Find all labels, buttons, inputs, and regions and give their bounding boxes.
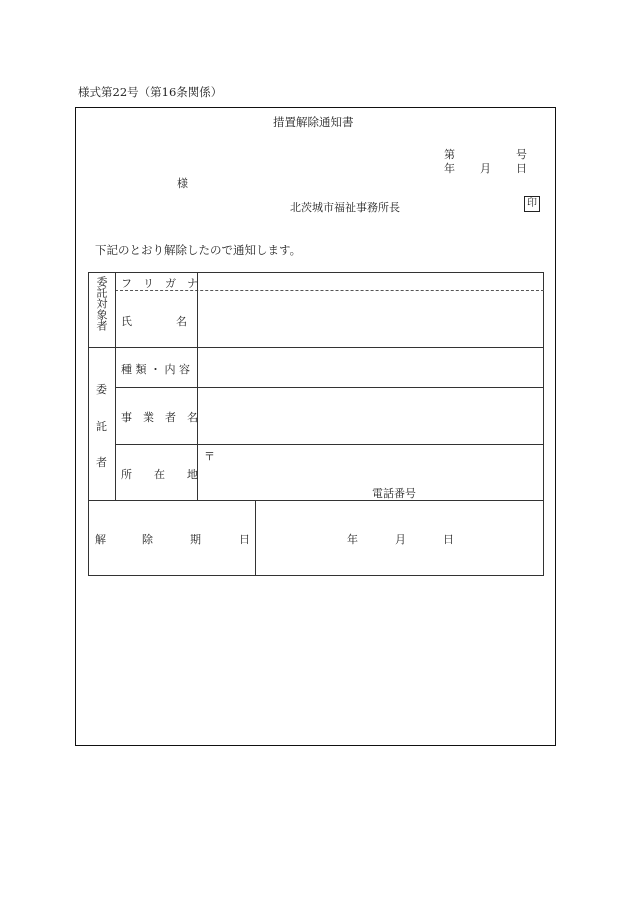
addressee-suffix: 様 — [177, 177, 188, 190]
release-date-label-char: 日 — [239, 533, 250, 546]
row-divider — [115, 444, 544, 445]
row-divider — [88, 500, 544, 501]
lead-text: 下記のとおり解除したので通知します。 — [95, 243, 302, 257]
form-number-label: 様式第22号（第16条関係） — [78, 85, 223, 99]
release-month: 月 — [395, 533, 406, 546]
table-left-border — [88, 272, 89, 576]
release-date-label-char: 期 — [190, 533, 201, 546]
table-right-border — [543, 272, 544, 576]
release-date-label-char: 解 — [95, 533, 106, 546]
release-day: 日 — [443, 533, 454, 546]
trustee-label-char: 託 — [96, 420, 107, 433]
trustee-label-char: 委 — [96, 383, 107, 396]
release-date-label-char: 除 — [142, 533, 153, 546]
table-bottom-border — [88, 575, 544, 576]
postal-mark: 〒 — [204, 450, 215, 463]
col-divider — [255, 500, 256, 576]
date-year: 年 — [444, 162, 455, 175]
name-label: 氏 名 — [121, 315, 187, 328]
document-title: 措置解除通知書 — [273, 115, 354, 129]
doc-number-prefix: 第 — [444, 148, 455, 161]
doc-number-suffix: 号 — [516, 148, 527, 161]
address-label: 所 在 地 — [121, 468, 198, 481]
row-divider — [88, 347, 544, 348]
type-content-label: 種 類 ・ 内 容 — [121, 363, 190, 376]
table-top-border — [88, 272, 544, 273]
date-day: 日 — [516, 162, 527, 175]
trustee-label-char: 者 — [96, 456, 107, 469]
target-person-label: 委託対象者 — [95, 276, 108, 331]
business-name-label: 事 業 者 名 — [121, 411, 198, 424]
furigana-label: フ リ ガ ナ — [121, 277, 198, 290]
col-divider — [115, 272, 116, 501]
phone-label: 電話番号 — [372, 487, 416, 500]
seal-mark: 印 — [524, 196, 540, 212]
release-year: 年 — [347, 533, 358, 546]
date-month: 月 — [480, 162, 491, 175]
issuer-name: 北茨城市福祉事務所長 — [290, 201, 400, 214]
row-divider — [115, 387, 544, 388]
